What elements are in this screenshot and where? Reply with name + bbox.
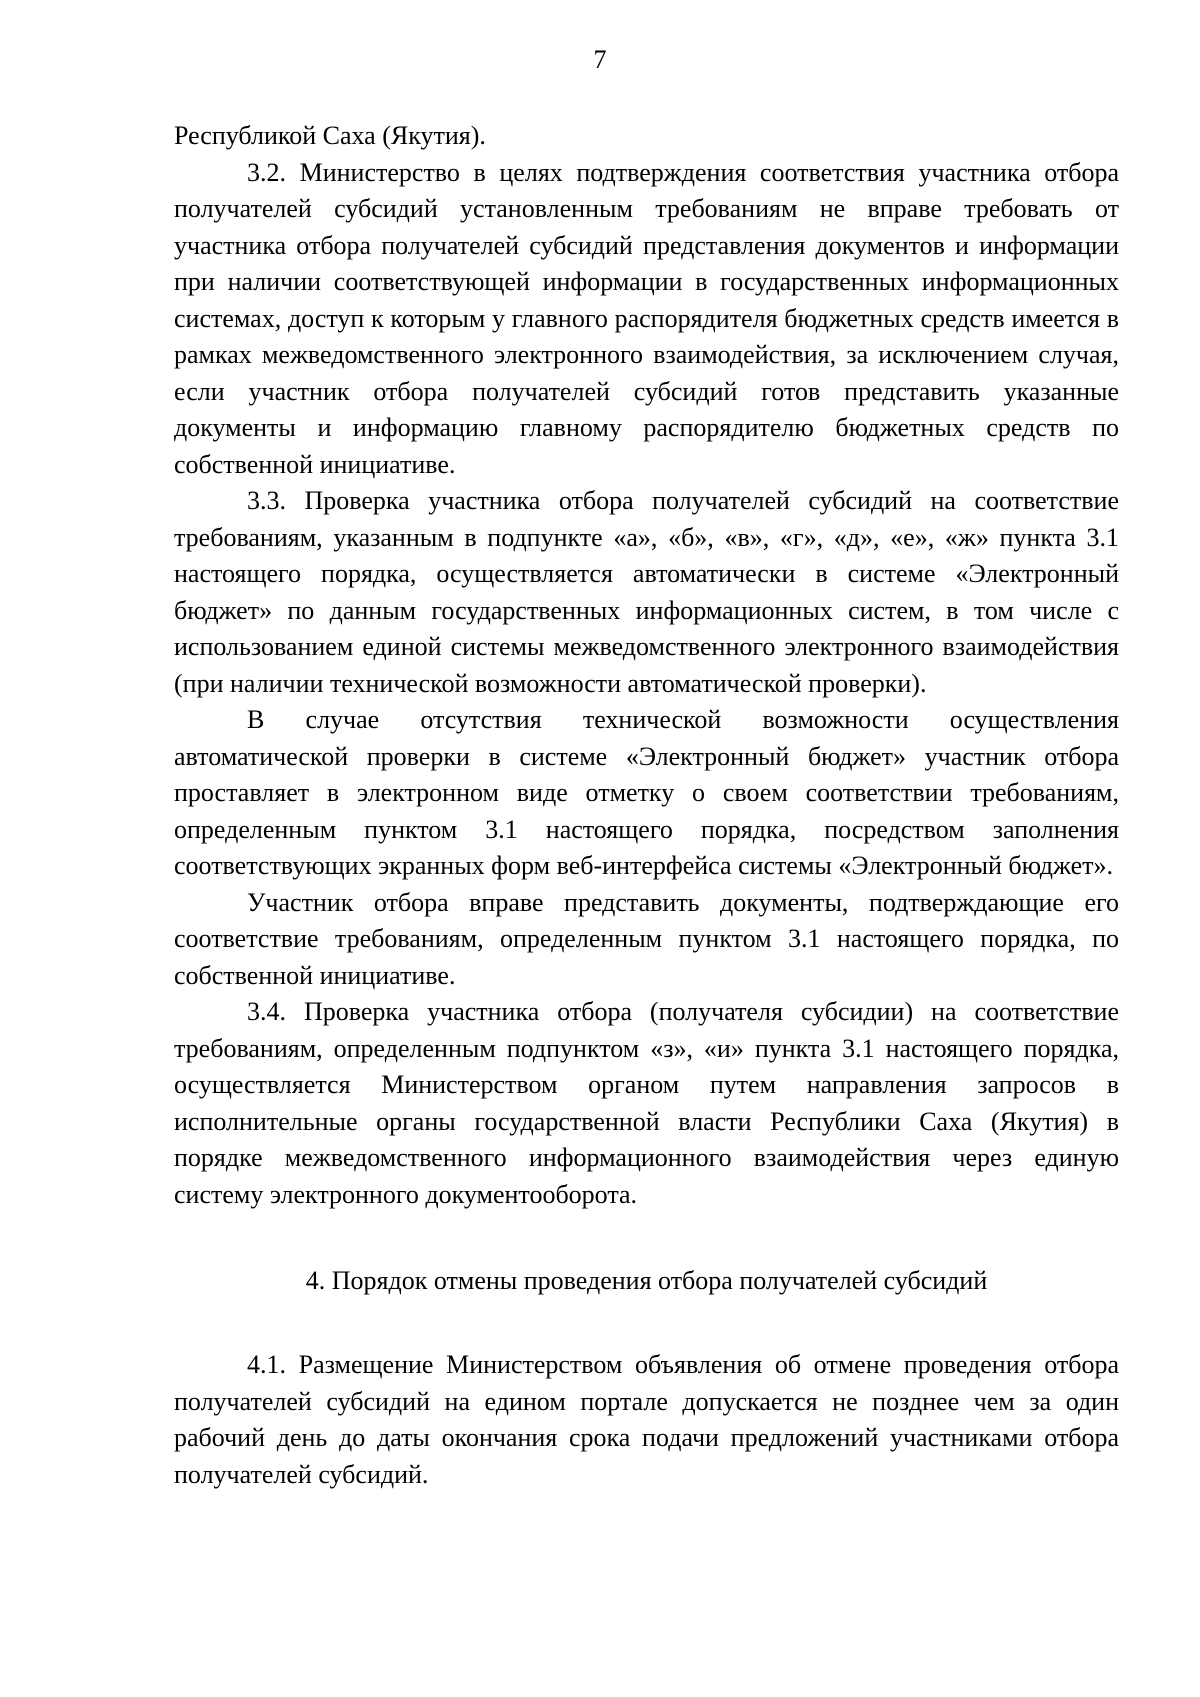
- paragraph-3-2: 3.2. Министерство в целях подтверждения соответствия участника отбора получателей субсидий установленным требованиям не вправе требовать от участника отбора получателей субсидий представления документов и информации при наличии соответствующей информации в государственных информационных системах, доступ к которым у главного распорядителя бюджетных средств имеется в рамках межведомственного электронного взаимодействия, за исключением случая, если участник отбора получателей субсидий готов представить указанные документы и информацию главному распорядителю бюджетных средств по собственной инициативе.: [174, 157, 1119, 479]
- paragraph-4-1: 4.1. Размещение Министерством объявления об отмене проведения отбора получателей субсидий на едином портале допускается не позднее чем за один рабочий день до даты окончания срока подачи предложений участниками отбора получателей субсидий.: [174, 1350, 1119, 1489]
- paragraph-3-4: 3.4. Проверка участника отбора (получателя субсидии) на соответствие требованиям, определенным подпунктом «з», «и» пункта 3.1 настоящего порядка, осуществляется Министерством органом путем направления запросов в исполнительные органы государственной власти Республики Саха (Якутия) в порядке межведомственного информационного взаимодействия через единую систему электронного документооборота.: [174, 997, 1119, 1209]
- section-heading: 4. Порядок отмены проведения отбора получателей субсидий: [305, 1266, 988, 1295]
- page-number: 7: [593, 45, 607, 74]
- paragraph-3-3: 3.3. Проверка участника отбора получателей субсидий на соответствие требованиям, указанным в подпункте «а», «б», «в», «г», «д», «е», «ж» пункта 3.1 настоящего порядка, осуществляется автоматически в системе «Электронный бюджет» по данным государственных информационных систем, в том числе с использованием единой системы межведомственного электронного взаимодействия (при наличии технической возможности автоматической проверки).: [174, 486, 1119, 698]
- document-body: [174, 118, 1119, 1493]
- paragraph-no-tech-check: В случае отсутствия технической возможности осуществления автоматической проверки в системе «Электронный бюджет» участник отбора проставляет в электронном виде отметку о своем соответствии требованиям, определенным пунктом 3.1 настоящего порядка, посредством заполнения соответствующих экранных форм веб-интерфейса системы «Электронный бюджет».: [174, 705, 1119, 880]
- paragraph-continuation: Республикой Саха (Якутия).: [174, 121, 486, 150]
- paragraph-own-initiative: Участник отбора вправе представить документы, подтверждающие его соответствие требованиям, определенным пунктом 3.1 настоящего порядка, по собственной инициативе.: [174, 887, 1119, 990]
